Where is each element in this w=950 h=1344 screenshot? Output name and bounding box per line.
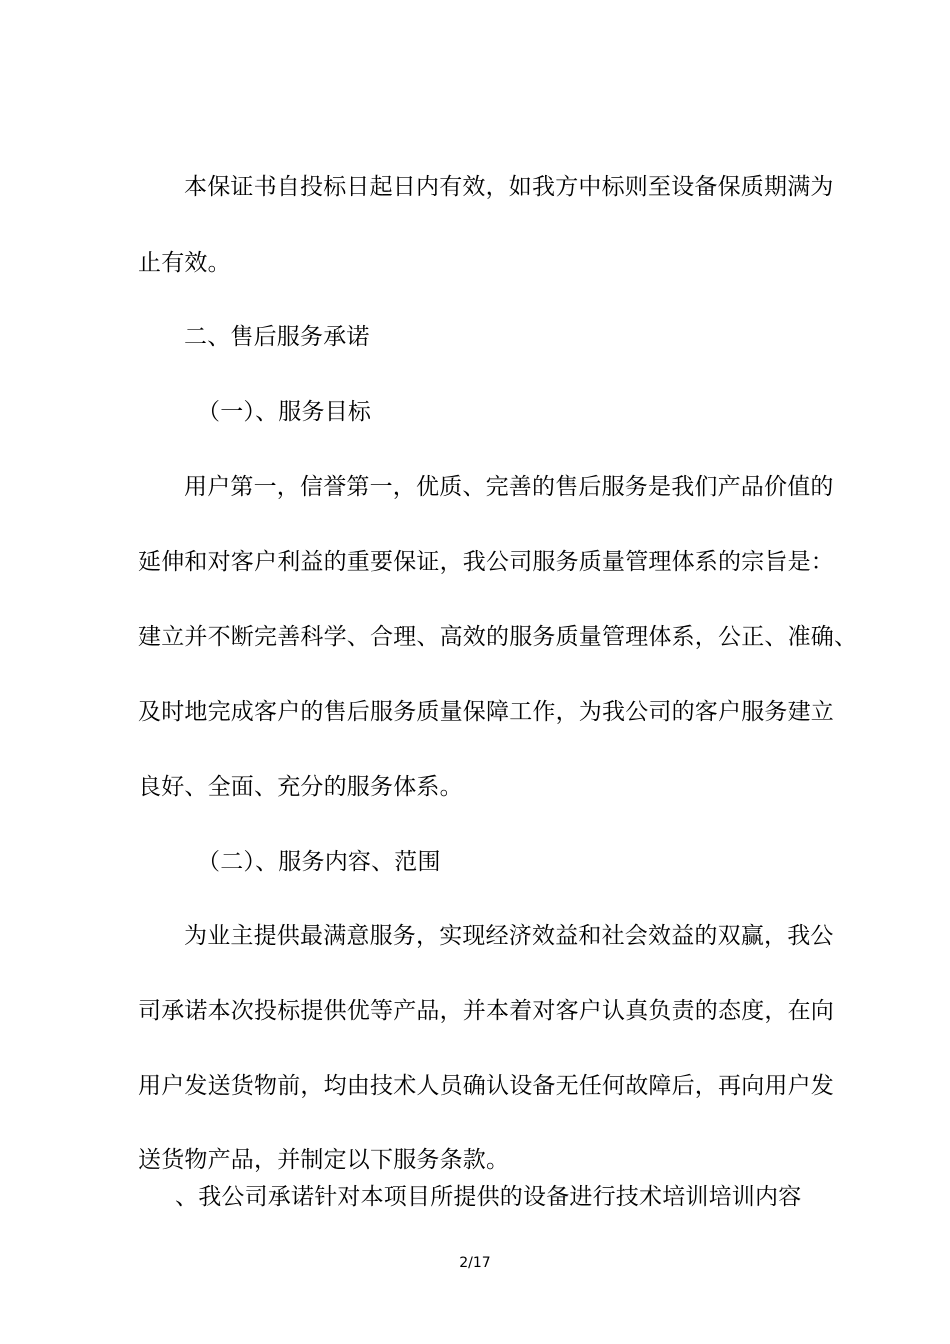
section-heading: 二、售后服务承诺 (184, 324, 370, 350)
paragraph-line: 本保证书自投标日起日内有效，如我方中标则至设备保质期满为 (184, 174, 834, 200)
page-number: 2/17 (459, 1255, 491, 1271)
paragraph-line: 建立并不断完善科学、合理、高效的服务质量管理体系，公正、准确、 (138, 624, 858, 650)
paragraph-line: 、我公司承诺针对本项目所提供的设备进行技术培训培训内容 (175, 1184, 802, 1210)
paragraph-line: 良好、全面、充分的服务体系。 (138, 774, 463, 800)
paragraph-line: 用户第一，信誉第一，优质、完善的售后服务是我们产品价值的 (184, 474, 834, 500)
paragraph-line: 司承诺本次投标提供优等产品，并本着对客户认真负责的态度，在向 (138, 998, 834, 1024)
subsection-heading: （二）、服务内容、范围 (197, 849, 441, 875)
paragraph-line: 延伸和对客户利益的重要保证，我公司服务质量管理体系的宗旨是： (138, 549, 834, 575)
paragraph-line: 及时地完成客户的售后服务质量保障工作，为我公司的客户服务建立 (138, 699, 834, 725)
paragraph-line: 用户发送货物前，均由技术人员确认设备无任何故障后，再向用户发 (138, 1073, 834, 1099)
subsection-heading: （一）、服务目标 (197, 399, 372, 425)
paragraph-line: 送货物产品，并制定以下服务条款。 (138, 1147, 510, 1173)
paragraph-line: 为业主提供最满意服务，实现经济效益和社会效益的双赢，我公 (184, 923, 834, 949)
paragraph-line: 止有效。 (138, 250, 231, 276)
